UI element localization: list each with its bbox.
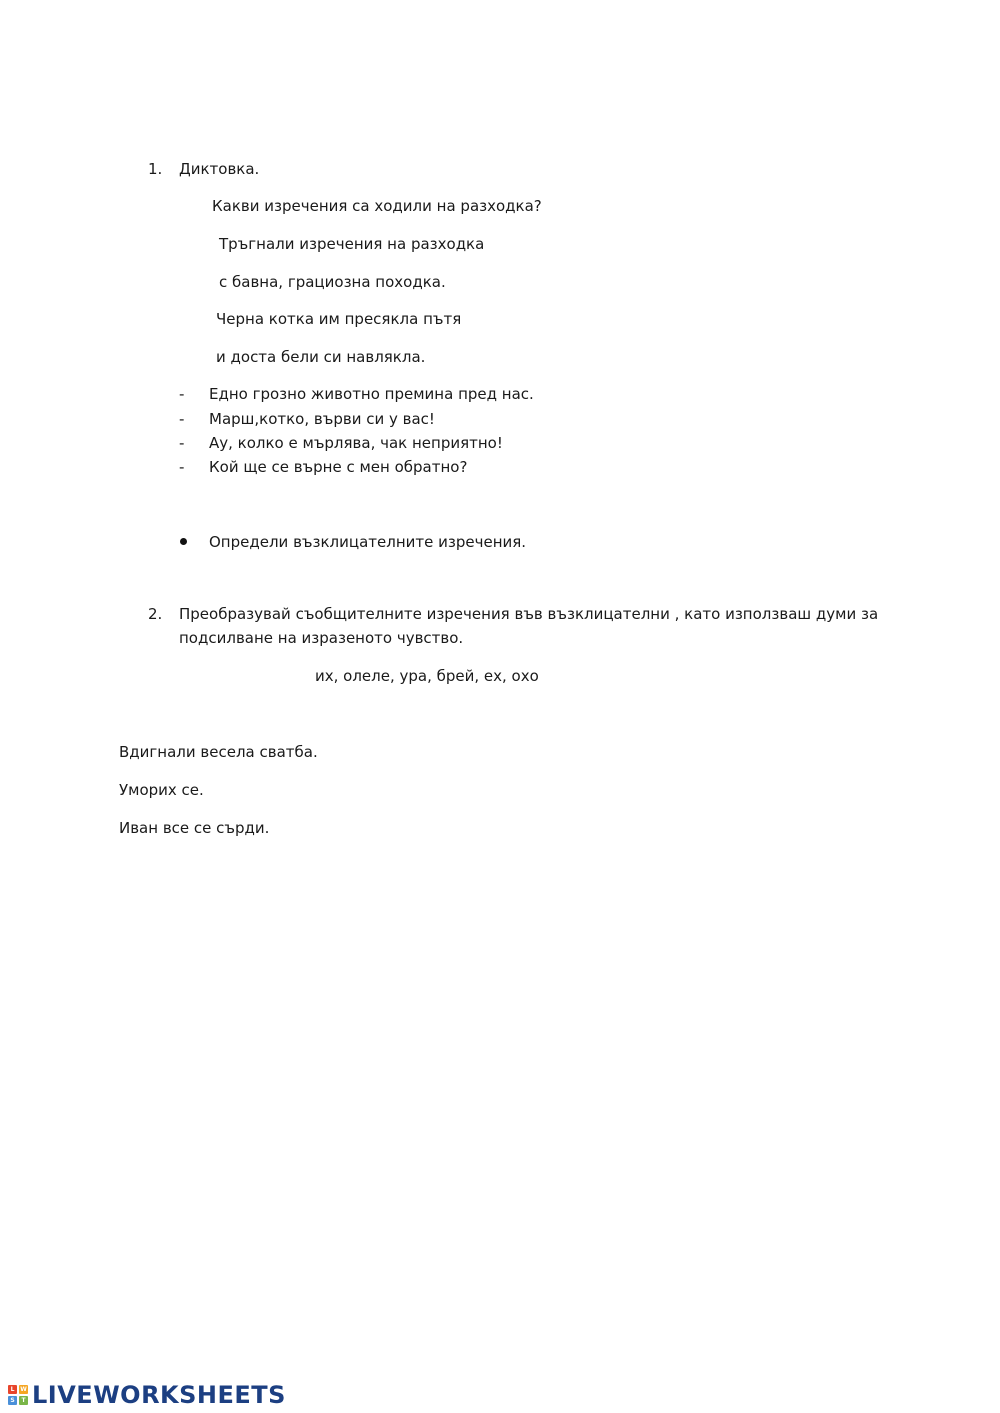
dash-line-3: Ау, колко е мърлява, чак неприятно! <box>209 434 503 452</box>
sentence-1: Вдигнали весела сватба. <box>119 743 318 761</box>
logo-text: LIVEWORKSHEETS <box>32 1381 286 1409</box>
sentence-2: Уморих се. <box>119 781 204 799</box>
poem-line-1: Какви изречения са ходили на разходка? <box>212 197 542 215</box>
task-instruction: Определи възклицателните изречения. <box>209 533 527 551</box>
section-2-instruction: Преобразувай съобщителните изречения във възклицателни , като използваш думи за подсилване на изразеното чувство. <box>179 605 879 647</box>
dash-marker: - <box>179 458 185 476</box>
section-2-number: 2. <box>148 605 163 623</box>
dash-marker: - <box>179 410 185 428</box>
logo-block: S <box>8 1396 17 1405</box>
poem-line-5: и доста бели си навлякла. <box>216 348 426 366</box>
section-1-number: 1. <box>148 160 163 178</box>
dash-marker: - <box>179 434 185 452</box>
dash-line-1: Едно грозно животно премина пред нас. <box>209 385 534 403</box>
poem-line-2: Тръгнали изречения на разходка <box>219 235 485 253</box>
logo-blocks-icon <box>8 1385 28 1405</box>
helper-words: их, олеле, ура, брей, ех, охо <box>315 667 539 685</box>
logo-block: W <box>20 1386 27 1393</box>
sentence-3: Иван все се сърди. <box>119 819 270 837</box>
poem-line-4: Черна котка им пресякла пътя <box>216 310 462 328</box>
dash-marker: - <box>179 385 185 403</box>
liveworksheets-logo <box>8 1380 286 1410</box>
logo-block: T <box>19 1396 28 1405</box>
section-1-heading: Диктовка. <box>179 160 260 178</box>
dash-line-4: Кой ще се върне с мен обратно? <box>209 458 468 476</box>
bullet-dot-icon <box>180 538 187 545</box>
dash-line-2: Марш,котко, върви си у вас! <box>209 410 435 428</box>
logo-block: L <box>8 1385 17 1394</box>
poem-line-3: с бавна, грациозна походка. <box>219 273 446 291</box>
